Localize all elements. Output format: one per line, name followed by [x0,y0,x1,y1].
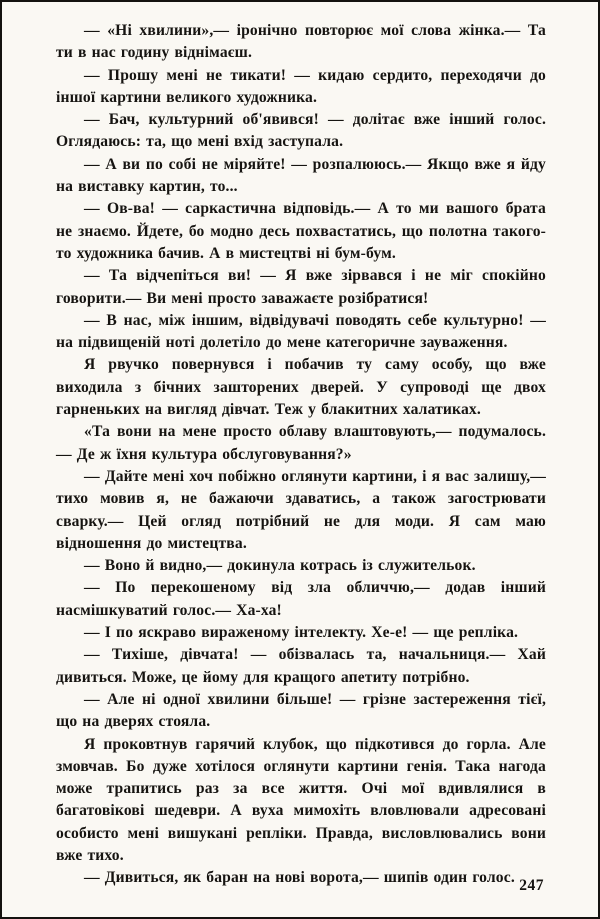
paragraph: Я рвучко повернувся і побачив ту саму особу, що вже виходила з бічних зашторених дверей. У супроводі ще двох гарненьких на вигляд дівчат. Теж у блакитних халатиках. [56,356,546,419]
paragraph: — Дайте мені хоч побіжно оглянути картини, і я вас залишу,— тихо мовив я, не бажаючи здаватись, а також загострювати сварку.— Цей огляд потрібний не для моди. Я сам маю відношення до мистецтва. [56,467,546,552]
paragraph: — Але ні одної хвилини більше! — грізне застереження тієї, що на дверях стояла. [56,690,546,731]
paragraph: «Та вони на мене просто облаву влаштовують,— подумалось.— Де ж їхня культура обслуговування?» [56,423,546,463]
paragraph: — Прошу мені не тикати! — кидаю сердито, переходячи до іншої картини великого художника. [56,66,546,106]
paragraph: Я проковтнув гарячий клубок, що підкотився до горла. Але змовчав. Бо дуже хотілося оглянути картини генія. Така нагода може трапитись раз за все життя. Очі мої вдивлялися в багатовікові шедеври. А вуха мимохіть вловлювали адресовані особисто мені вишукані репліки. Правда, висловлювались вони вже тихо. [56,735,546,864]
paragraph: — Бач, культурний об'явився! — долітає вже інший голос. Оглядаюсь: та, що мені вхід заступала. [56,111,546,151]
paragraph: — А ви по собі не міряйте! — розпалююсь.— Якщо вже я йду на виставку картин, то... [56,155,546,196]
paragraph: — Тихіше, дівчата! — обізвалась та, начальниця.— Хай дивиться. Може, це йому для кращого апетиту потрібно. [56,646,546,686]
paragraph: — Та відчепіться ви! — Я вже зірвався і не міг спокійно говорити.— Ви мені просто заважаєте розібратися! [56,267,546,307]
paragraph: — Ов-ва! — саркастична відповідь.— А то ми вашого брата не знаємо. Йдете, бо модно десь похвастатись, що полотна такого-то художника бачив. А в мистецтві ні бум-бум. [56,200,546,262]
paragraph: — В нас, між іншим, відвідувачі поводять себе культурно! — на підвищеній ноті долетіло до мене категоричне зауваження. [56,311,546,352]
paragraph: — І по яскраво вираженому інтелекту. Хе-е! — ще репліка. [84,624,519,642]
paragraph: — Воно й видно,— докинула котрась із служительок. [84,557,476,575]
paragraph: — «Ні хвилини»,— іронічно повторює мої слова жінка.— Та ти в нас годину віднімаєш. [56,22,546,62]
page-number: 247 [519,877,544,894]
paragraph: — По перекошеному від зла обличчю,— додав інший насмішкуватий голос.— Ха-ха! [56,579,546,619]
paragraph: — Дивиться, як баран на нові ворота,— шипів один голос. [84,869,515,887]
